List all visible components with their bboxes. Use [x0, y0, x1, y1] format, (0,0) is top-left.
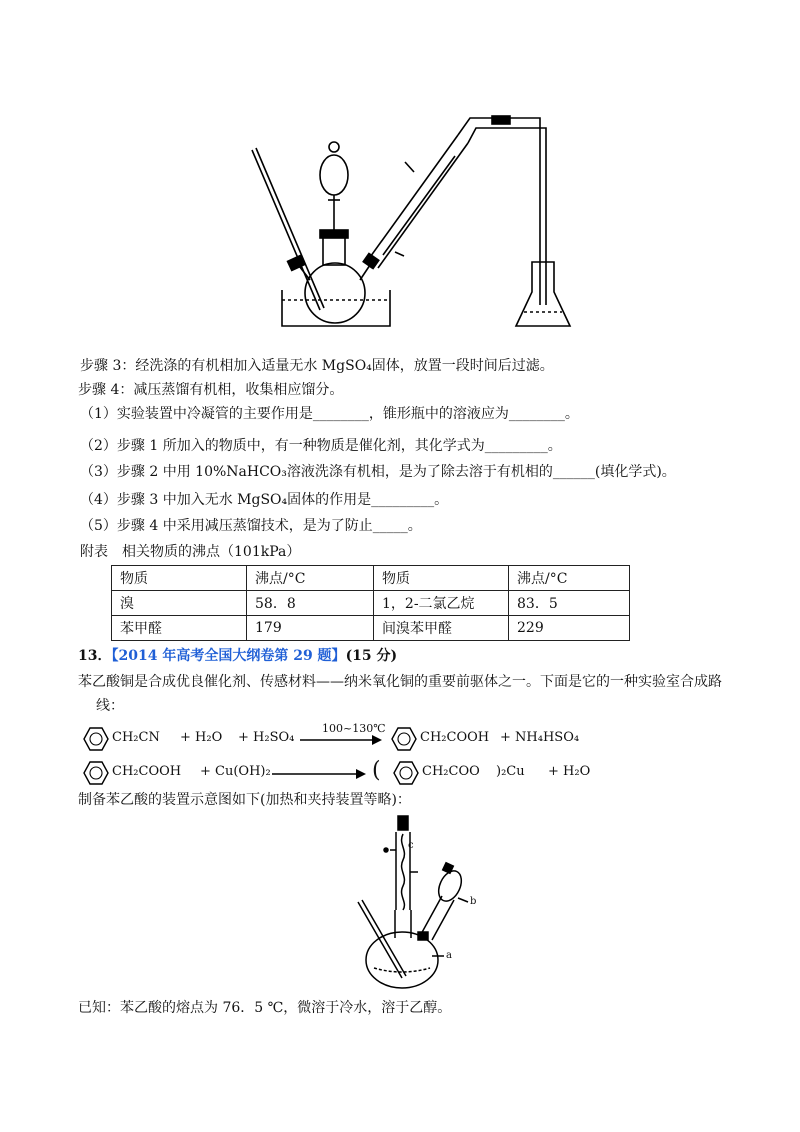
step3-text: 步骤 3：经洗涤的有机相加入适量无水 MgSO₄固体，放置一段时间后过滤。 [80, 358, 554, 374]
reaction1-plus1: + H₂O [180, 730, 223, 745]
table-row [112, 591, 630, 616]
reaction2-product-close: )₂Cu [496, 764, 525, 779]
apparatus-caption: 制备苯乙酸的装置示意图如下(加热和夹持装置等略)： [78, 792, 411, 808]
question-2: （2）步骤 1 所加入的物质中，有一种物质是催化剂，其化学式为_________。 [80, 438, 562, 454]
table-cell: 58．8 [247, 591, 374, 616]
benzene-ring-icon [76, 724, 116, 754]
boiling-point-table [111, 565, 630, 641]
reaction1-plus2: + H₂SO₄ [238, 730, 295, 745]
table-row [112, 616, 630, 641]
table-cell: 1，2-二氯乙烷 [374, 591, 509, 616]
table-cell: 83．5 [509, 591, 630, 616]
question-5: （5）步骤 4 中采用减压蒸馏技术，是为了防止_____。 [80, 518, 422, 534]
question-4: （4）步骤 3 中加入无水 MgSO₄固体的作用是_________。 [80, 492, 449, 508]
reaction-arrow-icon [272, 768, 368, 780]
table-header-cell: 沸点/°C [509, 566, 630, 591]
problem-score: (15 分) [345, 648, 398, 664]
reaction1-reactant1: CH₂CN [112, 730, 160, 745]
reaction1-product1: CH₂COOH [420, 730, 490, 745]
question-3: （3）步骤 2 中用 10%NaHCO₃溶液洗涤有机相，是为了除去溶于有机相的______(填化学式)。 [80, 464, 676, 480]
benzene-ring-icon [76, 758, 116, 788]
apparatus-label-a: a [446, 950, 452, 961]
table-header-cell: 沸点/°C [247, 566, 374, 591]
table-cell: 苯甲醛 [112, 616, 247, 641]
apparatus-label-b: b [470, 896, 477, 907]
table-caption: 附表 相关物质的沸点（101kPa） [80, 544, 301, 560]
table-cell: 间溴苯甲醛 [374, 616, 509, 641]
benzene-ring-icon [384, 724, 424, 754]
problem-13-header [78, 646, 397, 666]
question-1: （1）实验装置中冷凝管的主要作用是________，锥形瓶中的溶液应为________。 [80, 406, 579, 422]
problem-source: 【2014 年高考全国大纲卷第 29 题】 [111, 648, 346, 664]
reaction2-plus1: + Cu(OH)₂ [200, 764, 271, 779]
table-header-cell: 物质 [112, 566, 247, 591]
reaction1-condition: 100~130℃ [322, 722, 386, 735]
apparatus-label-c: c [408, 840, 414, 851]
table-cell: 溴 [112, 591, 247, 616]
benzene-ring-icon [386, 758, 426, 788]
known-facts: 已知：苯乙酸的熔点为 76．5 ℃，微溶于冷水，溶于乙醇。 [78, 1000, 452, 1016]
table-header-cell: 物质 [374, 566, 509, 591]
reaction-arrow-icon [300, 734, 384, 746]
reaction2-product2: + H₂O [548, 764, 591, 779]
reaction2-reactant1: CH₂COOH [112, 764, 182, 779]
problem-number: 13． [78, 648, 112, 664]
table-cell: 179 [247, 616, 374, 641]
problem-intro-line2: 线： [96, 698, 124, 714]
reaction1-product2: + NH₄HSO₄ [500, 730, 580, 745]
step4-text: 步骤 4：减压蒸馏有机相，收集相应馏分。 [78, 382, 344, 398]
problem-intro-line1: 苯乙酸铜是合成优良催化剂、传感材料——纳米氧化铜的重要前驱体之一。下面是它的一种实验室合成路 [78, 674, 722, 690]
reaction2-product-open: ( [372, 758, 381, 783]
reaction2-product-group: CH₂COO [422, 764, 480, 779]
table-header-row [112, 566, 630, 591]
table-cell: 229 [509, 616, 630, 641]
